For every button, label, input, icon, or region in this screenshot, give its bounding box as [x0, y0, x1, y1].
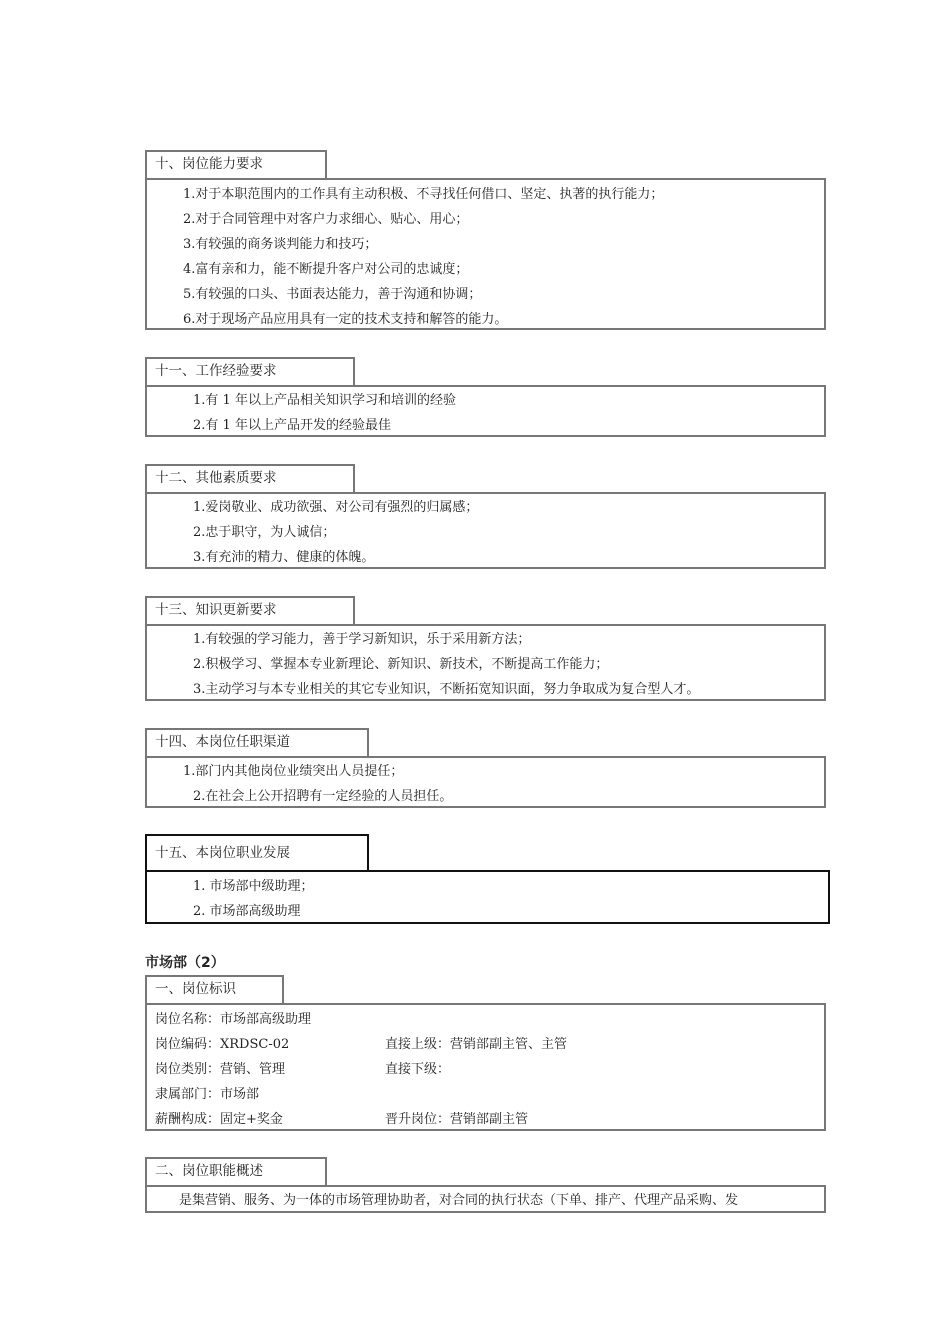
- direct-subordinate: 直接下级：: [385, 1062, 451, 1077]
- section-content: [145, 492, 826, 569]
- department-heading: 市场部（2）: [145, 955, 225, 971]
- list-item: 1.对于本职范围内的工作具有主动积极、不寻找任何借口、坚定、执著的执行能力；: [183, 187, 664, 202]
- section-overview: [145, 1157, 826, 1213]
- list-item: 1.部门内其他岗位业绩突出人员提任；: [183, 764, 404, 779]
- list-item: 1.爱岗敬业、成功欲强、对公司有强烈的归属感；: [193, 500, 479, 515]
- list-item: 2. 市场部高级助理: [193, 904, 301, 919]
- section-title: 一、岗位标识: [145, 975, 284, 1003]
- list-item: 2.在社会上公开招聘有一定经验的人员担任。: [193, 789, 453, 804]
- section-content: [145, 624, 826, 701]
- section-content: [145, 1185, 826, 1213]
- section-title: 十、岗位能力要求: [145, 150, 327, 178]
- direct-superior: 直接上级：营销部副主管、主管: [385, 1037, 568, 1052]
- position-category: 岗位类别：营销、管理: [155, 1062, 286, 1077]
- section-channel: [145, 728, 826, 808]
- list-item: 3.有较强的商务谈判能力和技巧；: [183, 237, 378, 252]
- section-content: [145, 870, 830, 924]
- salary-structure: 薪酬构成：固定+奖金: [155, 1112, 283, 1127]
- overview-text: 是集营销、服务、为一体的市场管理协助者，对合同的执行状态（下单、排产、代理产品采购、发: [179, 1193, 739, 1208]
- list-item: 2.对于合同管理中对客户力求细心、贴心、用心；: [183, 212, 469, 227]
- section-content: [145, 1003, 826, 1131]
- section-title: 十三、知识更新要求: [145, 596, 355, 624]
- list-item: 5.有较强的口头、书面表达能力，善于沟通和协调；: [183, 287, 482, 302]
- list-item: 4.富有亲和力，能不断提升客户对公司的忠诚度；: [183, 262, 469, 277]
- section-experience: [145, 357, 826, 437]
- info-row: [155, 1107, 824, 1132]
- department: 隶属部门：市场部: [155, 1087, 260, 1102]
- list-item: 1. 市场部中级助理；: [193, 879, 314, 894]
- info-row: [155, 1032, 824, 1057]
- promotion-position: 晋升岗位：营销部副主管: [385, 1112, 529, 1127]
- list-item: 1.有 1 年以上产品相关知识学习和培训的经验: [193, 393, 456, 408]
- section-identity: [145, 975, 826, 1131]
- position-code: 岗位编码：XRDSC-02: [155, 1037, 290, 1052]
- section-quality: [145, 464, 826, 569]
- position-name: 岗位名称：市场部高级助理: [155, 1012, 312, 1027]
- section-content: [145, 756, 826, 808]
- list-item: 2.忠于职守，为人诚信；: [193, 525, 336, 540]
- info-row: [155, 1057, 824, 1082]
- section-career: [145, 834, 830, 924]
- section-title: 十二、其他素质要求: [145, 464, 355, 492]
- section-title: 十一、工作经验要求: [145, 357, 355, 385]
- section-title: 十四、本岗位任职渠道: [145, 728, 369, 756]
- section-content: [145, 178, 826, 330]
- section-title: 十五、本岗位职业发展: [145, 834, 369, 870]
- section-content: [145, 385, 826, 437]
- list-item: 2.有 1 年以上产品开发的经验最佳: [193, 418, 391, 433]
- list-item: 1.有较强的学习能力，善于学习新知识，乐于采用新方法；: [193, 632, 531, 647]
- info-row: [155, 1007, 824, 1032]
- list-item: 2.积极学习、掌握本专业新理论、新知识、新技术，不断提高工作能力；: [193, 657, 609, 672]
- list-item: 3.有充沛的精力、健康的体魄。: [193, 550, 375, 565]
- list-item: 6.对于现场产品应用具有一定的技术支持和解答的能力。: [183, 312, 508, 327]
- section-ability: [145, 150, 826, 330]
- info-row: [155, 1082, 824, 1107]
- section-title: 二、岗位职能概述: [145, 1157, 327, 1185]
- section-knowledge: [145, 596, 826, 701]
- list-item: 3.主动学习与本专业相关的其它专业知识，不断拓宽知识面，努力争取成为复合型人才。: [193, 682, 700, 697]
